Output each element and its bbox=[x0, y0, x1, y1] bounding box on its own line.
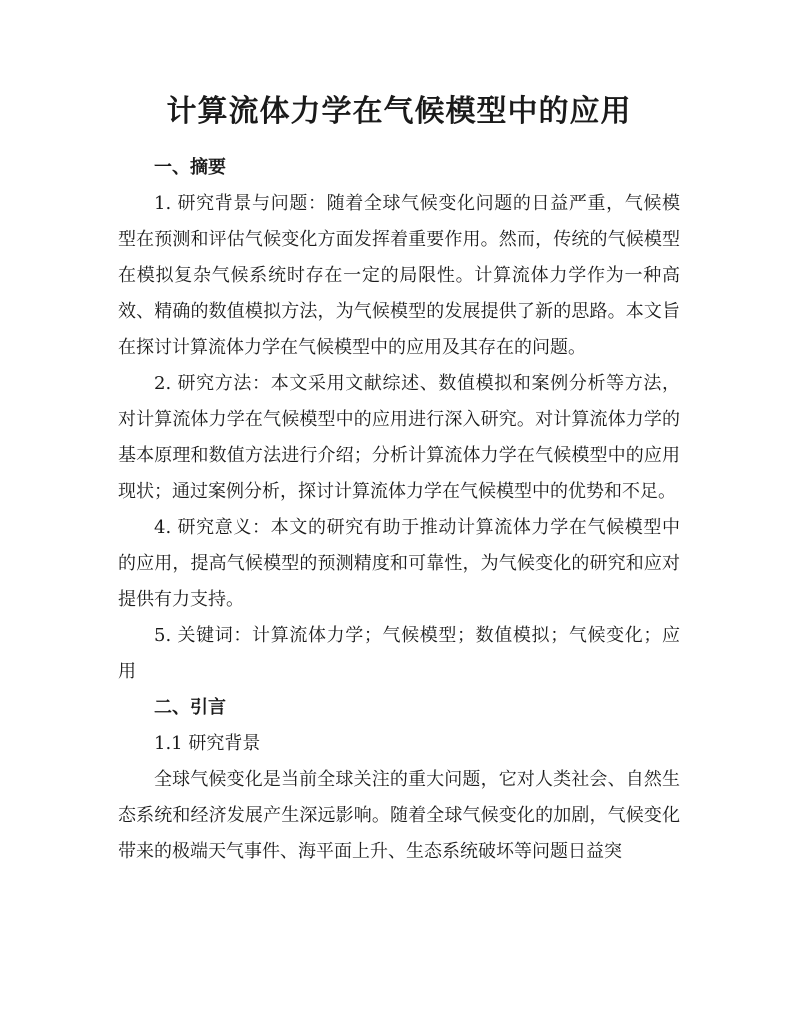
abstract-item-significance: 4. 研究意义：本文的研究有助于推动计算流体力学在气候模型中的应用，提高气候模型的预测精度和可靠性，为气候变化的研究和应对提供有力支持。 bbox=[118, 517, 680, 610]
abstract-item-background: 1. 研究背景与问题：随着全球气候变化问题的日益严重，气候模型在预测和评估气候变化方面发挥着重要作用。然而，传统的气候模型在模拟复杂气候系统时存在一定的局限性。计算流体力学作为一种高效、精确的数值模拟方法，为气候模型的发展提供了新的思路。本文旨在探讨计算流体力学在气候模型中的应用及其存在的问题。 bbox=[118, 193, 680, 358]
section-heading-abstract: 一、摘要 bbox=[154, 157, 226, 178]
document-title: 计算流体力学在气候模型中的应用 bbox=[166, 94, 632, 129]
section-heading-introduction: 二、引言 bbox=[154, 697, 226, 718]
abstract-item-methods: 2. 研究方法：本文采用文献综述、数值模拟和案例分析等方法，对计算流体力学在气候模型中的应用进行深入研究。对计算流体力学的基本原理和数值方法进行介绍；分析计算流体力学在气候模型中的应用现状；通过案例分析，探讨计算流体力学在气候模型中的优势和不足。 bbox=[118, 373, 680, 502]
subsection-heading-background: 1.1 研究背景 bbox=[154, 733, 261, 754]
abstract-item-keywords: 5. 关键词：计算流体力学；气候模型；数值模拟；气候变化；应用 bbox=[118, 625, 680, 682]
background-paragraph: 全球气候变化是当前全球关注的重大问题，它对人类社会、自然生态系统和经济发展产生深远影响。随着全球气候变化的加剧，气候变化带来的极端天气事件、海平面上升、生态系统破坏等问题日益突 bbox=[118, 769, 680, 862]
document-page bbox=[118, 90, 680, 870]
